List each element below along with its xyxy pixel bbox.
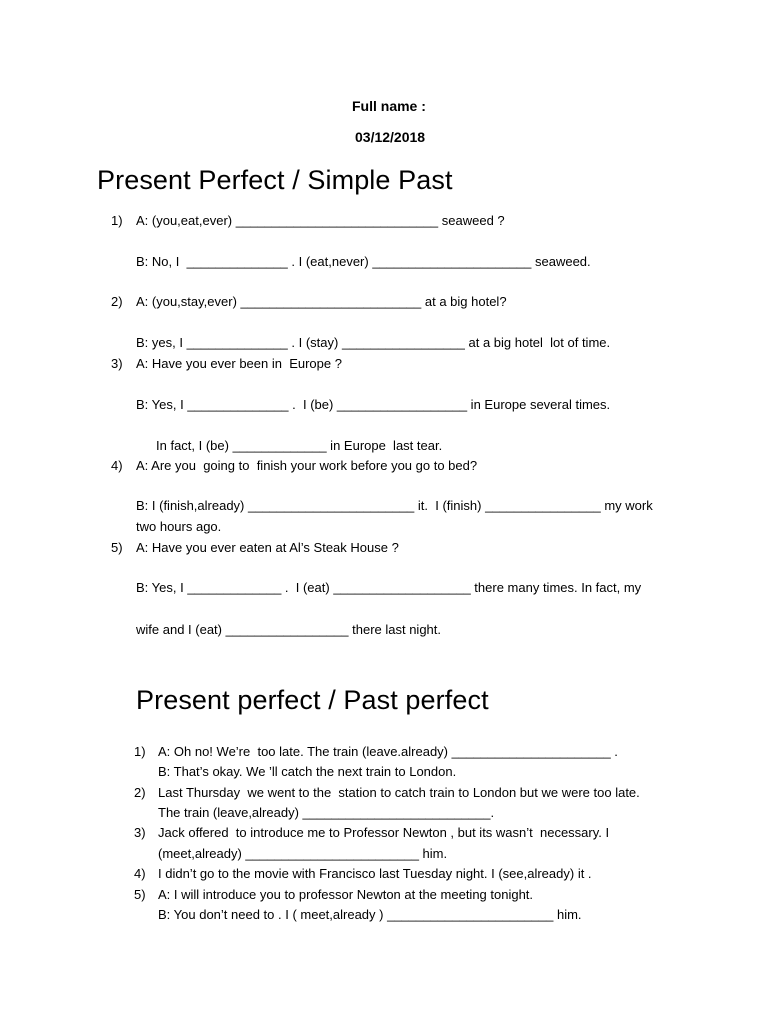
s1-item3-line2: B: Yes, I ______________ . I (be) __________________ in Europe several times. (136, 397, 611, 412)
s1-item2-number: 2) (111, 294, 123, 309)
s2-item2-line2: The train (leave,already) __________________________. (158, 805, 495, 820)
s2-item1-number: 1) (134, 744, 146, 759)
s1-item5-line3: wife and I (eat) _________________ there last night. (136, 622, 442, 637)
s1-item5-line1: A: Have you ever eaten at Al’s Steak House ? (136, 540, 399, 555)
s2-item2-line1: Last Thursday we went to the station to catch train to London but we were too late. (158, 785, 640, 800)
s1-item3-line1: A: Have you ever been in Europe ? (136, 356, 342, 371)
s1-item1-line2: B: No, I ______________ . I (eat,never) ______________________ seaweed. (136, 254, 591, 269)
s2-item3-line1: Jack offered to introduce me to Professor Newton , but its wasn’t necessary. I (158, 825, 610, 840)
s2-item4-number: 4) (134, 866, 146, 881)
s1-item1-line1: A: (you,eat,ever) ____________________________ seaweed ? (136, 213, 505, 228)
s1-item4-line2: B: I (finish,already) _______________________ it. I (finish) ________________ my work (136, 498, 653, 513)
s1-item3-line3: In fact, I (be) _____________ in Europe last tear. (156, 438, 443, 453)
section1-title: Present Perfect / Simple Past (97, 165, 453, 195)
s1-item3-number: 3) (111, 356, 123, 371)
s2-item1-line2: B: That’s okay. We ’ll catch the next train to London. (158, 764, 457, 779)
s1-item4-number: 4) (111, 458, 123, 473)
s2-item5-line2: B: You don’t need to . I ( meet,already ) _______________________ him. (158, 907, 582, 922)
s2-item3-line2: (meet,already) ________________________ him. (158, 846, 448, 861)
s2-item1-line1: A: Oh no! We’re too late. The train (leave.already) ______________________ . (158, 744, 618, 759)
s1-item2-line2: B: yes, I ______________ . I (stay) _________________ at a big hotel lot of time. (136, 335, 611, 350)
s1-item5-line2: B: Yes, I _____________ . I (eat) ___________________ there many times. In fact, my (136, 580, 642, 595)
s1-item5-number: 5) (111, 540, 123, 555)
date-text: 03/12/2018 (355, 129, 426, 145)
s1-item4-line3: two hours ago. (136, 519, 222, 534)
s2-item3-number: 3) (134, 825, 146, 840)
s1-item2-line1: A: (you,stay,ever) _________________________ at a big hotel? (136, 294, 507, 309)
section2-title: Present perfect / Past perfect (136, 685, 489, 715)
full-name-label: Full name : (352, 98, 426, 114)
s1-item4-line1: A: Are you going to finish your work before you go to bed? (136, 458, 478, 473)
s1-item1-number: 1) (111, 213, 123, 228)
s2-item5-number: 5) (134, 887, 146, 902)
s2-item5-line1: A: I will introduce you to professor Newton at the meeting tonight. (158, 887, 534, 902)
s2-item2-number: 2) (134, 785, 146, 800)
s2-item4-line1: I didn’t go to the movie with Francisco last Tuesday night. I (see,already) it . (158, 866, 592, 881)
